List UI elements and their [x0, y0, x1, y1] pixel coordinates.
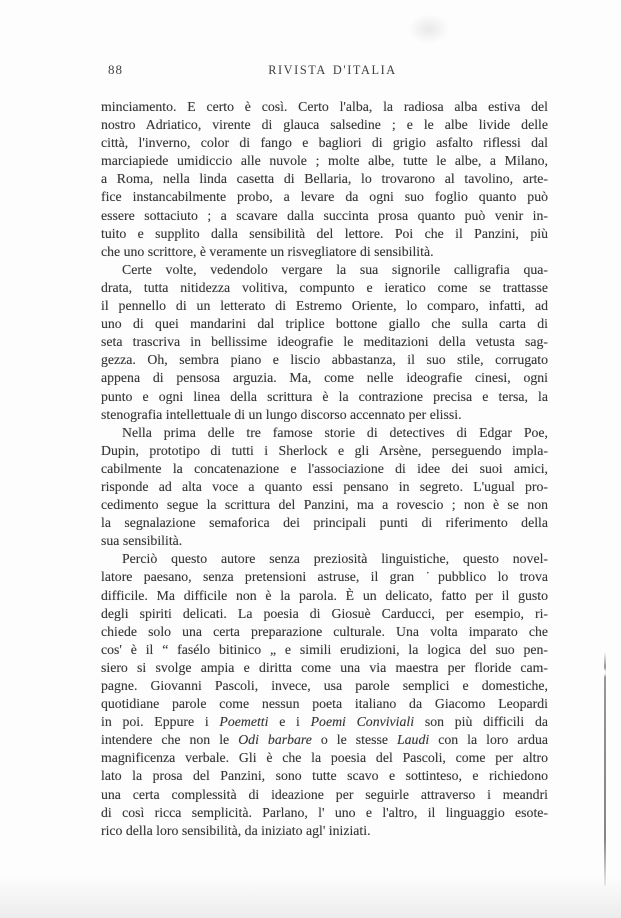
- body-text-block: [101, 98, 548, 840]
- text-line: seta trascriva in bellissime ideografie le meditazioni della vetusta sag-: [101, 334, 548, 350]
- scan-scratch-gap-artifact: [602, 668, 607, 677]
- text-line: il pennello di un letterato di Estremo Oriente, lo comparo, infatti, ad: [101, 298, 548, 314]
- text-line: che uno scrittore, è veramente un risvegliatore di sensibilità.: [101, 243, 434, 259]
- text-line: pagne. Giovanni Pascoli, invece, usa parole semplici e domestiche,: [101, 678, 548, 693]
- text-line: in poi. Eppure i Poemetti e i Poemi Conviviali son più difficili da: [101, 714, 548, 730]
- text-line: quotidiane parole come nessun poeta italiano da Giacomo Leopardi: [101, 696, 548, 712]
- text-line: gezza. Oh, sembra piano e liscio abbastanza, il suo stile, corrugato: [101, 352, 548, 368]
- page-content: [101, 60, 548, 838]
- text-line: difficile. Ma difficile non è la parola. È un delicato, fatto per il gusto: [101, 587, 548, 603]
- text-line: siero si svolge ampia e diritta come una via maestra per floride cam-: [101, 659, 548, 675]
- text-line: magnificenza verbale. Gli è che la poesia del Pascoli, come per altro: [101, 750, 548, 766]
- text-line: Certe volte, vedendolo vergare la sua signorile calligrafia qua-: [122, 261, 548, 277]
- text-line: lato la prosa del Panzini, sono tutte scavo e sottinteso, e richiedono: [101, 768, 548, 784]
- text-line: cos' è il “ fasélo bitinico „ e simili erudizioni, la logica del suo pen-: [101, 641, 548, 657]
- text-line: punto e ogni linea della scrittura è la contrazione precisa e tersa, la: [101, 388, 548, 404]
- text-line: Perciò questo autore senza preziosità linguistiche, questo novel-: [122, 551, 548, 567]
- journal-title: RIVISTA D'ITALIA: [268, 63, 397, 77]
- running-head: [101, 60, 548, 80]
- scan-smudge-artifact: [408, 14, 450, 44]
- text-line: stenografia intellettuale di un lungo discorso accennato per elissi.: [101, 406, 462, 422]
- text-line: intendere che non le Odi barbare o le stesse Laudi con la loro ardua: [101, 732, 548, 748]
- text-line: appena di pensosa arguzia. Ma, come nelle ideografie cinesi, ogni: [101, 370, 548, 386]
- text-line: risponde ad alta voce a quanto essi pensano in segreto. L'ugual pro-: [101, 478, 548, 494]
- text-line: tuito e supplito dalla sensibilità del lettore. Poi che il Panzini, più: [101, 225, 548, 241]
- scan-scratch-line-artifact: [604, 652, 606, 886]
- text-line: fice instancabilmente probo, a levare da ogni suo foglio quanto può: [101, 189, 548, 205]
- scan-bottom-shading: [0, 876, 621, 918]
- text-line: latore paesano, senza pretensioni astruse, il gran ˙pubblico lo trova: [101, 569, 548, 585]
- text-line: la segnalazione semaforica dei principali punti di riferimento della: [101, 515, 548, 531]
- text-line: marciapiede umidiccio alle nuvole ; molte albe, tutte le albe, a Milano,: [101, 153, 548, 169]
- text-line: degli spiriti delicati. La poesia di Giosuè Carducci, per esempio, ri-: [101, 605, 548, 621]
- text-line: città, l'inverno, color di fango e bagliori di grigio asfalto riflessi dal: [101, 135, 548, 151]
- text-line: a Roma, nella linda casetta di Bellaria, lo trovarono al tavolino, arte-: [101, 171, 548, 187]
- page-number: 88: [108, 62, 123, 77]
- text-line: uno di quei mandarini dal triplice bottone giallo che sulla carta di: [101, 316, 548, 332]
- text-line: essere sottaciuto ; a scavare dalla succinta prosa quanto può venir in-: [101, 207, 548, 223]
- text-line: chiede solo una certa preparazione culturale. Una volta imparato che: [101, 623, 548, 639]
- text-line: nostro Adriatico, virente di glauca salsedine ; e le albe livide delle: [101, 117, 548, 133]
- text-line: drata, tutta nitidezza volitiva, compunto e ieratico come se trattasse: [101, 279, 548, 295]
- text-line: rico della loro sensibilità, da iniziato agl' iniziati.: [101, 822, 371, 838]
- text-line: Nella prima delle tre famose storie di detectives di Edgar Poe,: [122, 424, 548, 440]
- text-line: cedimento segue la scrittura del Panzini, ma a rovescio ; non è se non: [101, 497, 548, 513]
- text-line: di così ricca semplicità. Parlano, l' uno e l'altro, il linguaggio esote-: [101, 804, 548, 820]
- text-line: una certa complessità di ideazione per seguirle attraverso i meandri: [101, 786, 548, 802]
- text-line: minciamento. E certo è così. Certo l'alba, la radiosa alba estiva del: [101, 99, 548, 114]
- text-line: cabilmente la concatenazione e l'associazione di idee dei suoi amici,: [101, 460, 548, 476]
- text-line: sua sensibilità.: [101, 533, 183, 549]
- text-line: Dupin, prototipo di tutti i Sherlock e gli Arsène, perseguendo impla-: [101, 442, 548, 458]
